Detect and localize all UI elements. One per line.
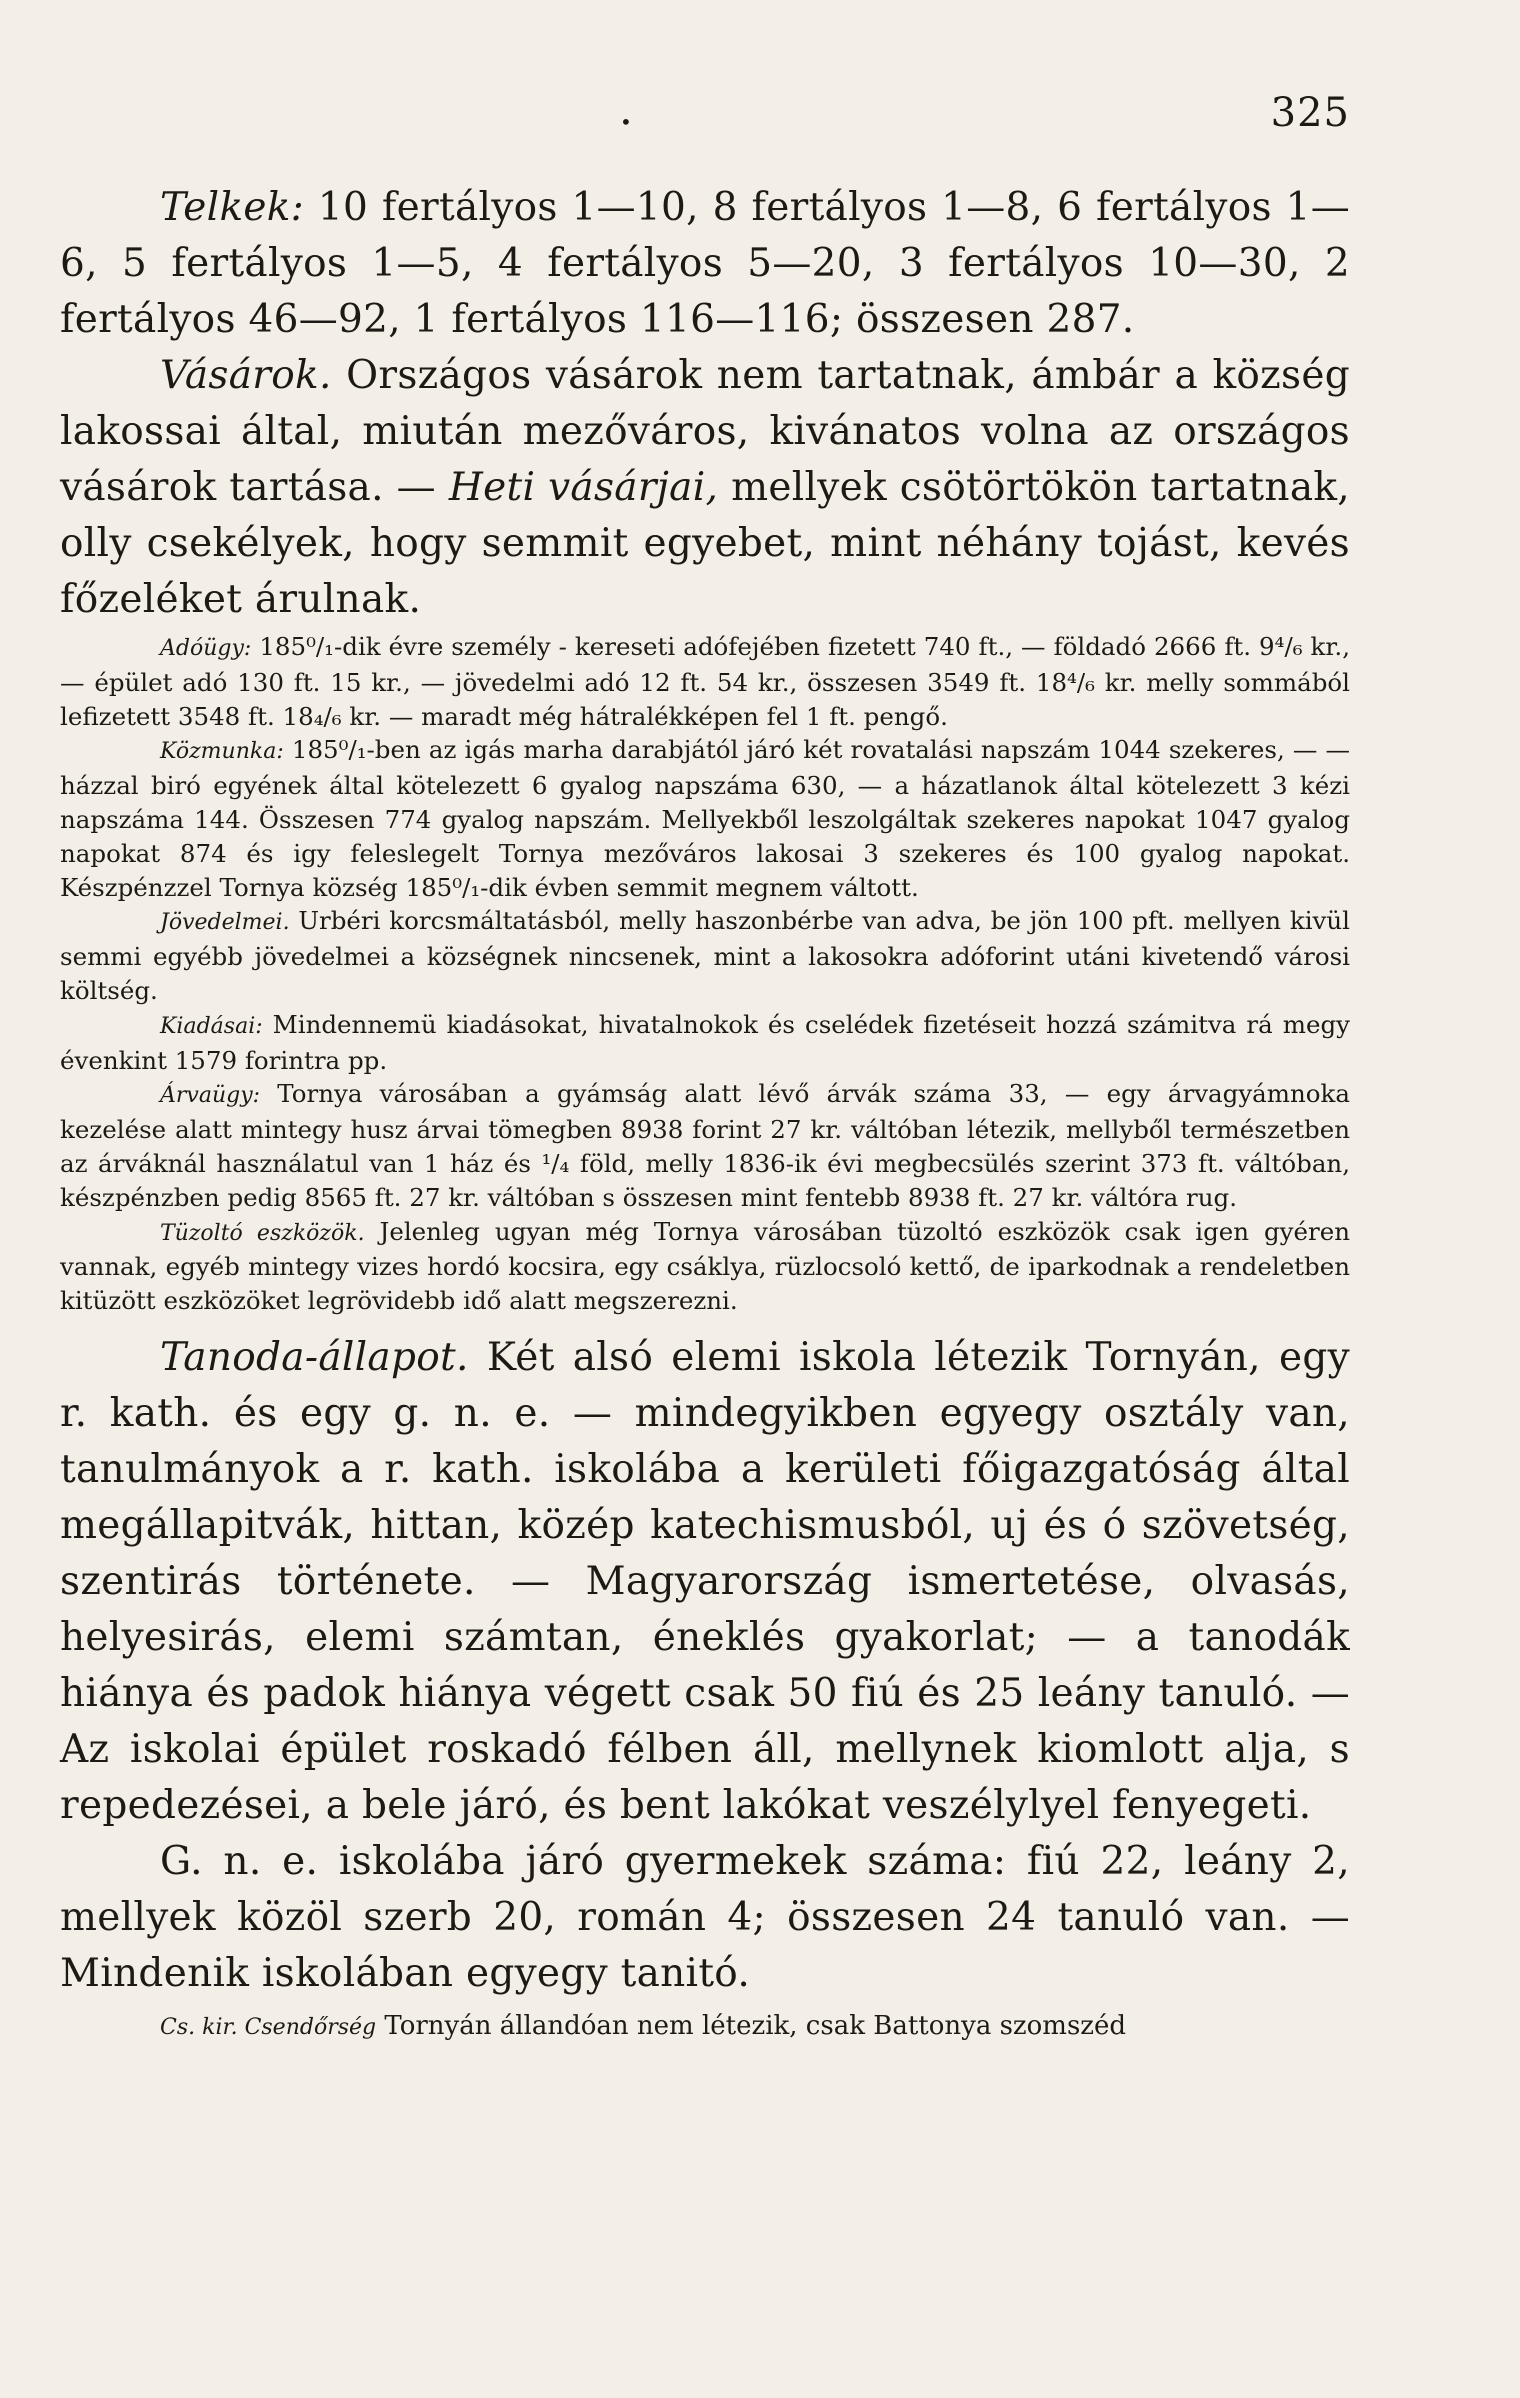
text-tuzolto: Jelenleg ugyan még Tornya városában tüzoltó eszközök csak igen gyéren vannak, egyéb mintegy vizes hordó kocsira, egy csáklya, rüzlocsoló kettő, de iparkodnak a rendeletben kitüzött eszközöket legrövidebb idő alatt megszerezni. — [60, 1216, 1351, 1316]
paragraph-vasarok — [60, 348, 1350, 628]
paragraph-arvaugy — [60, 1077, 1350, 1214]
paragraph-telkek — [60, 180, 1350, 348]
heading-tanoda: Tanoda-állapot. — [160, 1334, 469, 1380]
paragraph-tanoda — [60, 1330, 1350, 1834]
text-telkek: 10 fertályos 1—10, 8 fertályos 1—8, 6 fertályos 1—6, 5 fertályos 1—5, 4 fertályos 5—20, 3 fertályos 10—30, 2 fertályos 46—92, 1 fertályos 116—116; összesen 287. — [60, 185, 1350, 342]
text-kozmunka: 185⁰/₁-ben az igás marha darabjától járó két rovatalási napszám 1044 szekeres, — — házzal biró egyének által kötelezett 6 gyalog napszáma 630, — a házatlanok által kötelezett 3 kézi napszáma 144. Összesen 774 gyalog napszám. Mellyekből leszolgáltak szekeres napokat 1047 gyalog napokat 874 és igy feleslegelt Tornya mezőváros lakosai 3 szekeres és 100 gyalog napokat. Készpénzzel Tornya község 185⁰/₁-dik évben semmit megnem váltott. — [60, 735, 1350, 902]
text-adougy: 185⁰/₁-dik évre személy - kereseti adófejében fizetett 740 ft., — földadó 2666 ft. 9⁴/₆ kr., — épület adó 130 ft. 15 kr., — jövedelmi adó 12 ft. 54 kr., összesen 3549 ft. 18⁴/₆ kr. melly sommából lefizetett 3548 ft. 18₄/₆ kr. — maradt még hátralékképen fel 1 ft. pengő. — [60, 632, 1350, 731]
header-dot: • — [620, 110, 632, 134]
heading-kiadasai: Kiadásai: — [160, 1013, 263, 1039]
heading-telkek: Telkek: — [160, 185, 305, 230]
text-vasarok-2: mellyek csötörtökön tartatnak, olly csekélyek, hogy semmit egyebet, mint néhány tojást, kevés főzeléket árulnak. — [60, 465, 1350, 622]
heading-arvaugy: Árvaügy: — [160, 1083, 261, 1109]
paragraph-kiadasai — [60, 1008, 1350, 1078]
body-text — [60, 180, 1350, 2046]
paragraph-tuzolto — [60, 1215, 1350, 1318]
heading-kozmunka: Közmunka: — [160, 739, 284, 765]
heading-heti-vasarjai: Heti vásárjai, — [448, 465, 719, 510]
text-tanoda: Két alsó elemi iskola létezik Tornyán, egy r. kath. és egy g. n. e. — mindegyikben egyegy osztály van, tanulmányok a r. kath. iskolába a kerületi főigazgatóság által megállapitvák, hittan, közép katechismusból, uj és ó szövetség, szentirás története. — Magyarország ismertetése, olvasás, helyesirás, elemi számtan, éneklés gyakorlat; — a tanodák hiánya és padok hiánya végett csak 50 fiú és 25 leány tanuló. — Az iskolai épület roskadó félben áll, mellynek kiomlott alja, s repedezései, a bele járó, és bent lakókat veszélylyel fenyegeti. — [60, 1334, 1350, 1828]
paragraph-adougy — [60, 630, 1350, 733]
page-header — [60, 90, 1350, 140]
heading-vasarok: Vásárok. — [160, 353, 332, 398]
heading-tuzolto: Tüzoltó eszközök. — [160, 1220, 365, 1246]
paragraph-csendorseg — [60, 2008, 1350, 2046]
text-csendorseg: Tornyán állandóan nem létezik, csak Battonya szomszéd — [376, 2010, 1127, 2041]
paragraph-kozmunka — [60, 733, 1350, 904]
paragraph-jovedelmei — [60, 904, 1350, 1007]
text-kiadasai: Mindennemü kiadásokat, hivatalnokok és cselédek fizetéseit hozzá számitva rá megy évenkint 1579 forintra pp. — [60, 1009, 1350, 1075]
text-vasarok-1: Országos vásárok nem tartatnak, ámbár a község lakossai által, miután mezőváros, kivánatos volna az országos vásárok tartása. — — [60, 353, 1350, 510]
text-jovedelmei: Urbéri korcsmáltatásból, melly haszonbérbe van adva, be jön 100 pft. mellyen kivül semmi egyébb jövedelmei a községnek nincsenek, mint a lakosokra adóforint utáni kivetendő városi költség. — [60, 906, 1350, 1005]
page-number: 325 — [1270, 90, 1350, 136]
heading-adougy: Adóügy: — [160, 636, 252, 661]
heading-csendorseg: Cs. kir. Csendőrség — [160, 2014, 377, 2040]
text-arvaugy: Tornya városában a gyámság alatt lévő árvák száma 33, — egy árvagyámnoka kezelése alatt mintegy husz árvai tömegben 8938 forint 27 kr. váltóban létezik, mellyből természetben az árváknál használatul van 1 ház és ¹/₄ föld, melly 1836-ik évi megbecsülés szerint 373 ft. váltóban, készpénzben pedig 8565 ft. 27 kr. váltóban s összesen mint fentebb 8938 ft. 27 kr. váltóra rug. — [60, 1079, 1350, 1212]
paragraph-gne — [60, 1834, 1350, 2002]
heading-jovedelmei: Jövedelmei. — [160, 910, 290, 936]
text-gne: G. n. e. iskolába járó gyermekek száma: fiú 22, leány 2, mellyek közöl szerb 20, román 4; összesen 24 tanuló van. — Mindenik iskolában egyegy tanitó. — [60, 1838, 1350, 1996]
